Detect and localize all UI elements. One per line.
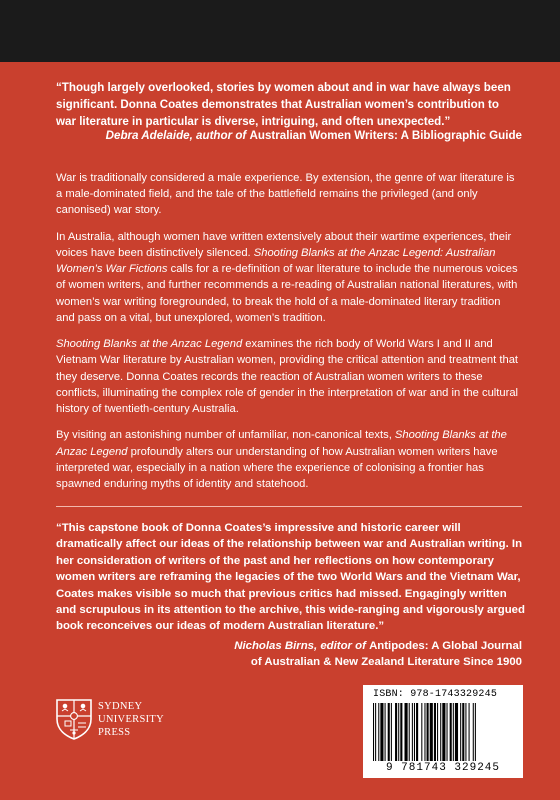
top-quote-text: “Though largely overlooked, stories by women about and in war have always been significant. Donna Coates demonstrates that Australian women’s contribution to war literature in particular is diverse, intriguing, and often unexpected.” — [56, 81, 511, 128]
top-quote-attribution — [56, 128, 522, 144]
bottom-quote-text: “This capstone book of Donna Coates’s impressive and historic career will dramatically affect our ideas of the relationship between war and Australian writing. In her consideration of writers of the past and her reflections on how contemporary women writers are reframing the legacies of the two World Wars and the Vietnam War, Coates makes visible so much that previous critics had missed. Engagingly written and scrupulous in its attention to the archive, this wide-ranging and vigorously argued book reconceives our ideas of modern Australian literature.” — [56, 522, 525, 633]
bottom-review-quote — [56, 520, 526, 635]
book-description — [56, 170, 522, 502]
attribution-name: Debra Adelaide, author of — [105, 129, 250, 142]
description-paragraph-1: War is traditionally considered a male experience. By extension, the genre of war literature is a male-dominated field, and the tale of the battlefield remains the privileged (and only canonised) war story. — [56, 172, 515, 217]
attribution-work: Antipodes: A Global Journal — [369, 640, 522, 652]
top-dark-band — [0, 0, 560, 62]
attribution-name: Nicholas Birns, editor of — [234, 640, 370, 652]
book-title-italic: Shooting Blanks at the Anzac Legend: Australian Women’s War Fictions — [56, 247, 496, 276]
isbn-label: ISBN: 978-1743329245 — [373, 689, 498, 700]
book-title-italic: Shooting Blanks at the Anzac Legend — [56, 338, 243, 351]
section-divider — [56, 506, 522, 507]
description-paragraph-3: Shooting Blanks at the Anzac Legend examines the rich body of World Wars I and II and Vietnam War literature by Australian women, providing the critical attention and treatment that they deserve. Donna Coates records the reaction of Australian women writers to these conflicts, illuminating the complex role of gender in the interpretation of war and in the cultural history of twentieth-century Australia. — [56, 338, 519, 416]
publisher-name: SYDNEY UNIVERSITY PRESS — [98, 701, 164, 739]
attribution-work: Australian Women Writers: A Bibliographic Guide — [249, 129, 522, 142]
publisher-logo — [54, 697, 214, 743]
description-paragraph-4: By visiting an astonishing number of unfamiliar, non-canonical texts, Shooting Blanks at the Anzac Legend profoundly alters our understanding of how Australian women writers have interpreted war, especially in a nation where the experience of colonising a frontier has spawned enduring myths of identity and statehood. — [56, 429, 507, 491]
barcode-number: 9 781743 329245 — [385, 762, 501, 774]
book-title-italic: Shooting Blanks at the Anzac Legend — [56, 429, 507, 458]
isbn-barcode — [363, 685, 523, 778]
attribution-work-line2: of Australian & New Zealand Literature Since 1900 — [250, 656, 522, 668]
description-paragraph-2: In Australia, although women have written extensively about their wartime experiences, their voices have been distinctively silenced. Shooting Blanks at the Anzac Legend: Australian Women’s War Fictions calls for a re-definition of war literature to include the numerous voices of women writers, and further recommends a re-reading of Australian national literatures, with women’s war writing foregrounded, to break the hold of a male-dominated literary tradition and pass on a vital, but unexplored, women’s tradition. — [56, 230, 518, 324]
bottom-quote-attribution — [56, 638, 522, 670]
university-crest-icon — [54, 697, 94, 741]
top-review-quote — [56, 79, 516, 130]
barcode-bars — [371, 703, 515, 761]
